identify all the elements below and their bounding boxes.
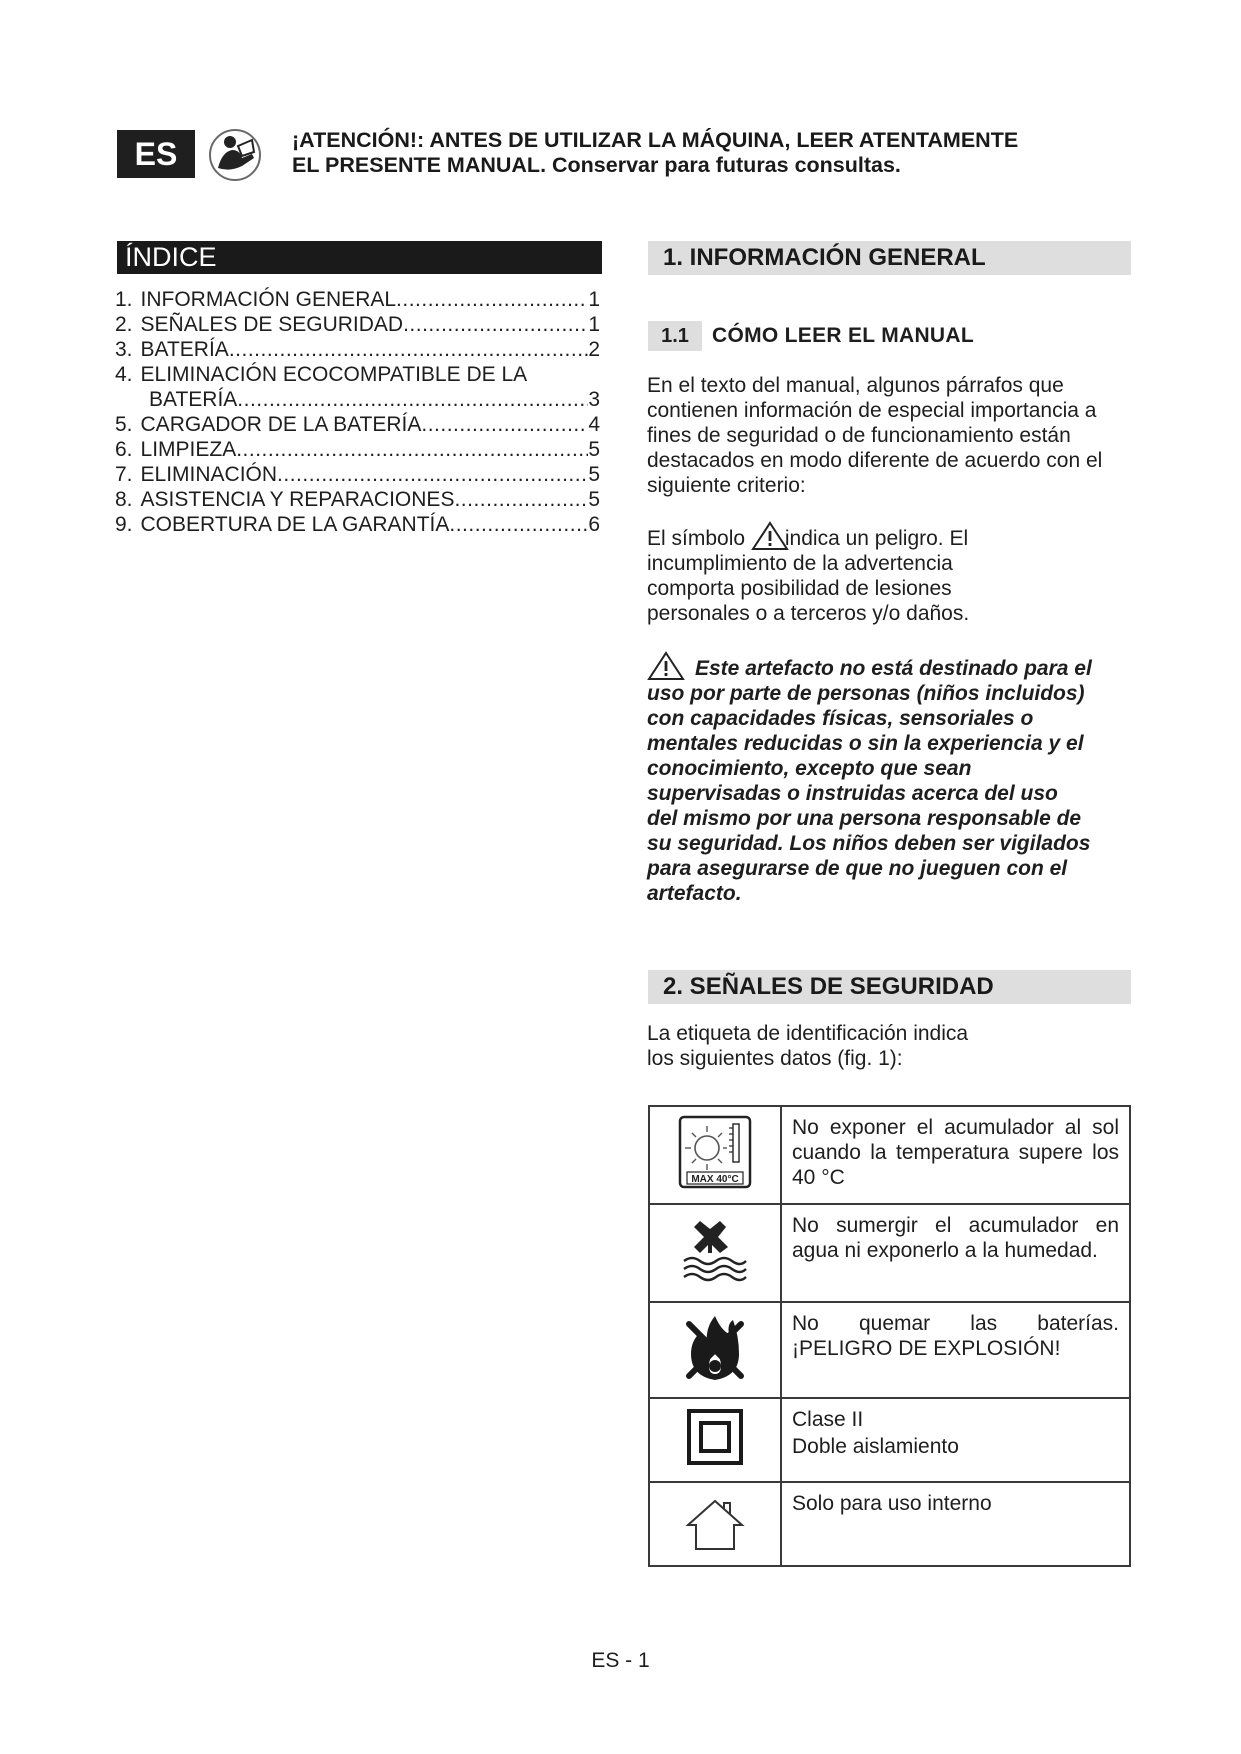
toc-item-number: 3.	[115, 338, 133, 361]
section-2-heading: 2. SEÑALES DE SEGURIDAD	[648, 970, 1131, 1004]
toc-item-title: ELIMINACIÓN ECOCOMPATIBLE DE LA	[140, 363, 528, 386]
symbol-description: No sumergir el acumulador en agua ni exponerlo a la humedad.	[781, 1204, 1130, 1302]
toc-item-title-cont: BATERÍA	[149, 388, 238, 411]
toc-item-title: SEÑALES DE SEGURIDAD	[140, 313, 404, 336]
max-40c-sun-icon	[649, 1106, 781, 1204]
toc-item-number: 1.	[115, 288, 133, 311]
read-manual-icon	[208, 128, 262, 182]
toc-item-page: 5	[588, 488, 600, 511]
page-number: ES - 1	[591, 1649, 650, 1672]
index-heading: ÍNDICE	[117, 241, 602, 274]
no-water-icon	[649, 1204, 781, 1302]
toc-item	[115, 312, 600, 337]
toc-item-title: COBERTURA DE LA GARANTÍA	[140, 513, 450, 536]
toc-item-number: 6.	[115, 438, 133, 461]
toc-item-number: 9.	[115, 513, 133, 536]
toc-item	[115, 412, 600, 437]
toc-item	[115, 437, 600, 462]
toc-item-title: ELIMINACIÓN	[140, 463, 278, 486]
subsection-title: CÓMO LEER EL MANUAL	[712, 324, 974, 347]
subsection-1-1-heading	[648, 321, 974, 351]
toc-leader-dots	[449, 512, 588, 537]
symbol-paragraph-end: indica un peligro. El incumplimiento de la advertencia comporta posibilidad de lesiones personales o a terceros y/o daños.	[647, 527, 970, 625]
symbol-paragraph	[647, 521, 977, 626]
symbol-description: No quemar las baterías. ¡PELIGRO DE EXPLOSIÓN!	[781, 1302, 1130, 1398]
safety-warning-text: Este artefacto no está destinado para el uso por parte de personas (niños incluidos) con capacidades físicas, sensoriales o mentales reducidas o sin la experiencia y el conocimiento, excepto que sean supervisadas o instruidas acerca del uso del mismo por una persona responsable de su seguridad. Los niños deben ser vigilados para asegurarse de que no jueguen con el artefacto.	[647, 657, 1092, 905]
toc-leader-dots	[454, 487, 588, 512]
toc-item-page: 2	[588, 338, 600, 361]
table-row	[649, 1204, 1130, 1302]
toc-item-page: 3	[588, 388, 600, 411]
header-warning-line1: ¡ATENCIÓN!: ANTES DE UTILIZAR LA MÁQUINA, LEER ATENTAMENTE	[292, 128, 1019, 152]
toc-item-number: 7.	[115, 463, 133, 486]
toc-leader-dots	[421, 412, 588, 437]
no-fire-icon	[649, 1302, 781, 1398]
toc-item-title: INFORMACIÓN GENERAL	[140, 288, 397, 311]
section-1-heading: 1. INFORMACIÓN GENERAL	[648, 241, 1131, 275]
table-row	[649, 1302, 1130, 1398]
toc-leader-dots	[403, 312, 588, 337]
toc-item	[115, 337, 600, 362]
toc-leader-dots	[277, 462, 588, 487]
symbol-description	[781, 1398, 1130, 1482]
header-warning	[292, 128, 1092, 178]
class-ii-title: Clase II	[792, 1408, 864, 1431]
max-temp-label: MAX 40°C	[691, 1174, 739, 1185]
toc-item-page: 5	[588, 438, 600, 461]
toc-item-title: LIMPIEZA	[140, 438, 237, 461]
warning-triangle-icon	[647, 651, 685, 681]
toc-item-page: 1	[588, 288, 600, 311]
warning-triangle-icon	[751, 521, 789, 551]
class-ii-subtitle: Doble aislamiento	[792, 1435, 959, 1458]
toc-item-title: ASISTENCIA Y REPARACIONES	[140, 488, 455, 511]
subsection-number: 1.1	[648, 321, 702, 351]
class-ii-icon	[649, 1398, 781, 1482]
toc-item-page: 1	[588, 313, 600, 336]
table-row	[649, 1398, 1130, 1482]
toc-item-continuation	[115, 387, 600, 412]
section-2-intro: La etiqueta de identificación indica los siguientes datos (fig. 1):	[647, 1022, 969, 1070]
table-of-contents	[115, 287, 600, 537]
toc-item-number: 2.	[115, 313, 133, 336]
toc-leader-dots	[396, 287, 588, 312]
toc-leader-dots	[237, 387, 588, 412]
toc-item-number: 5.	[115, 413, 133, 436]
toc-leader-dots	[229, 337, 589, 362]
intro-paragraph: En el texto del manual, algunos párrafos que contienen información de especial importancia a fines de seguridad o de funcionamiento están destacados en modo diferente de acuerdo con el siguiente criterio:	[647, 374, 1103, 497]
safety-warning-paragraph	[647, 651, 1092, 906]
indoor-use-icon	[649, 1482, 781, 1566]
toc-item	[115, 287, 600, 312]
toc-item	[115, 487, 600, 512]
toc-leader-dots	[236, 437, 588, 462]
table-row	[649, 1482, 1130, 1566]
header-warning-line2: EL PRESENTE MANUAL. Conservar para futuras consultas.	[292, 153, 901, 177]
symbol-paragraph-start: El símbolo	[647, 527, 751, 550]
toc-item-page: 6	[588, 513, 600, 536]
toc-item	[115, 512, 600, 537]
safety-symbols-table	[648, 1105, 1131, 1567]
toc-item-page: 4	[588, 413, 600, 436]
toc-item-title: CARGADOR DE LA BATERÍA	[140, 413, 422, 436]
toc-item-title: BATERÍA	[140, 338, 229, 361]
symbol-description: No exponer el acumulador al sol cuando la temperatura supere los 40 °C	[781, 1106, 1130, 1204]
toc-item-number: 8.	[115, 488, 133, 511]
toc-item	[115, 462, 600, 487]
toc-item-number: 4.	[115, 363, 133, 386]
toc-item-page: 5	[588, 463, 600, 486]
table-row	[649, 1106, 1130, 1204]
symbol-description: Solo para uso interno	[781, 1482, 1130, 1566]
toc-item	[115, 362, 600, 387]
language-badge: ES	[117, 130, 195, 178]
